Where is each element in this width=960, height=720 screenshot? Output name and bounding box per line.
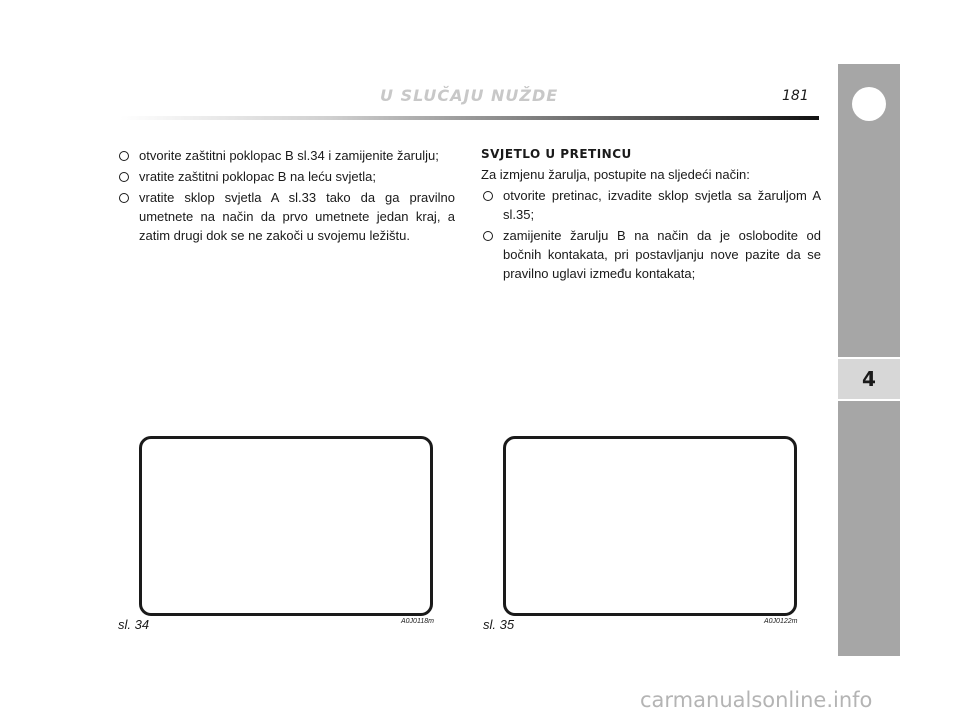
watermark: carmanualsonline.info <box>640 688 873 712</box>
left-instruction-list <box>117 146 455 245</box>
right-column <box>481 146 821 285</box>
list-item-text: vratite zaštitni poklopac B na leću svjetla; <box>139 169 377 184</box>
figure-35-frame <box>503 436 797 616</box>
tab-circle-icon <box>852 87 886 121</box>
list-item-text: zamijenite žarulju B na način da je oslobodite od bočnih kontakata, pri postavljanju nove pazite da se pravilno uglavi između kontakata; <box>503 228 821 281</box>
bullet-circle-icon <box>483 231 493 241</box>
intro-text: Za izmjenu žarulja, postupite na sljedeći način: <box>481 167 750 182</box>
list-item-text: otvorite zaštitni poklopac B sl.34 i zamijenite žarulju; <box>139 148 439 163</box>
list-item <box>481 186 821 224</box>
list-item-text: vratite sklop svjetla A sl.33 tako da ga pravilno umetnete na način da prvo umetnete jedan kraj, a zatim drugi dok se ne zakoči u svojemu ležištu. <box>139 190 455 243</box>
list-item-text: otvorite pretinac, izvadite sklop svjetla sa žaruljom A sl.35; <box>503 188 821 222</box>
chapter-number-tab: 4 <box>838 357 900 401</box>
bullet-circle-icon <box>119 151 129 161</box>
subsection-title: SVJETLO U PRETINCU <box>481 147 632 161</box>
bullet-circle-icon <box>119 193 129 203</box>
left-column <box>117 146 455 247</box>
right-instruction-list <box>481 186 821 283</box>
bullet-circle-icon <box>119 172 129 182</box>
list-item <box>117 188 455 245</box>
list-item <box>117 146 455 165</box>
header-rule <box>120 116 819 120</box>
page-number: 181 <box>782 88 809 104</box>
list-item <box>117 167 455 186</box>
figure-34-caption: sl. 34 <box>118 617 150 632</box>
figure-35-code: A0J0122m <box>764 618 798 625</box>
figure-34-code: A0J0118m <box>401 618 434 625</box>
figure-35-caption: sl. 35 <box>483 617 515 632</box>
bullet-circle-icon <box>483 191 493 201</box>
list-item <box>481 226 821 283</box>
figure-34-frame <box>139 436 433 616</box>
section-title: U SLUČAJU NUŽDE <box>380 86 559 105</box>
